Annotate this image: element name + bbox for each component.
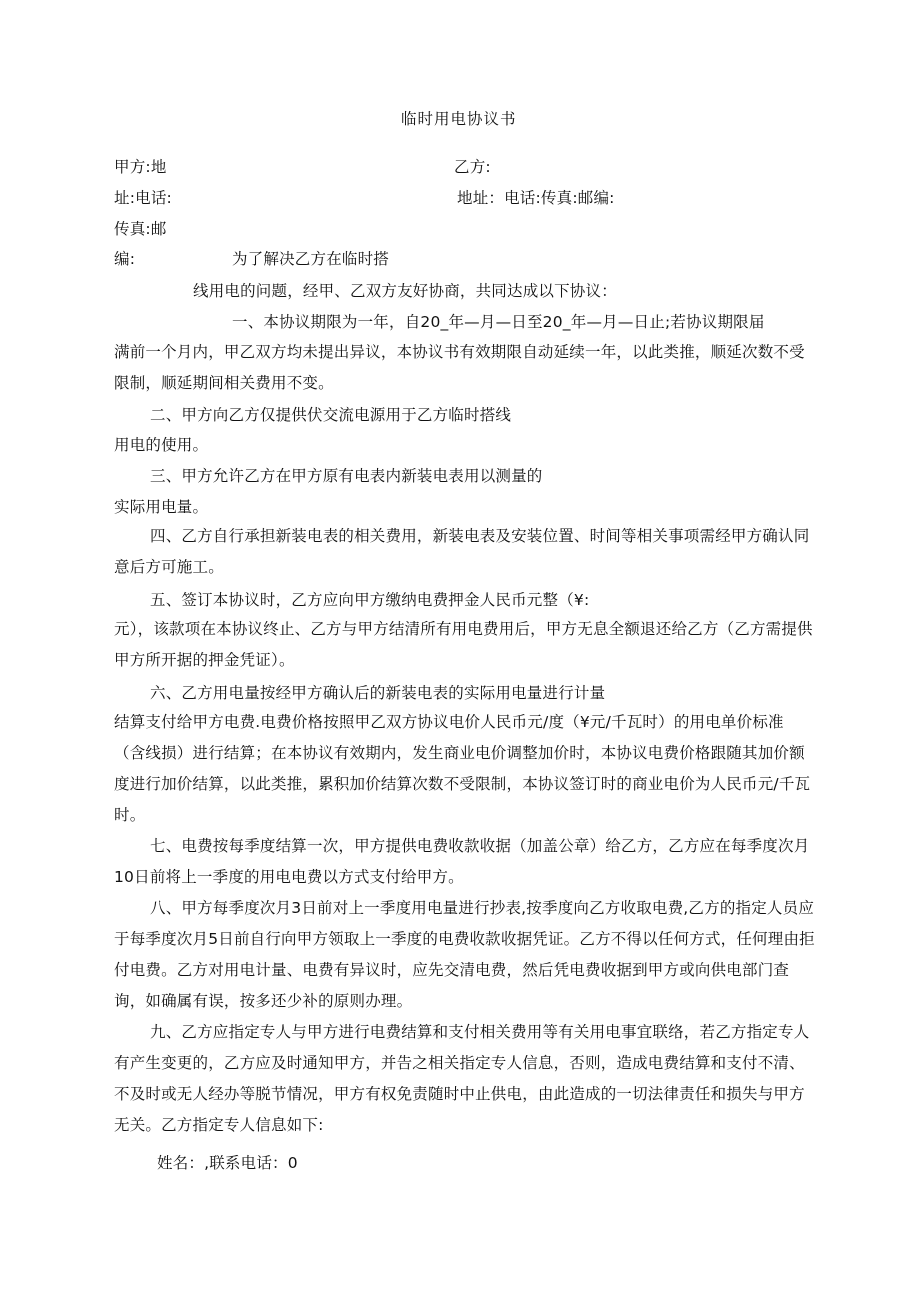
clause-6-first-line: 六、乙方用电量按经甲方确认后的新装电表的实际用电量进行计量: [150, 684, 606, 702]
party-b-line-2: 地址：电话:传真:邮编:: [457, 189, 615, 207]
clause-5-first-line: 五、签订本协议时，乙方应向甲方缴纳电费押金人民币元整（¥:: [150, 591, 590, 609]
clause-1-body: 满前一个月内，甲乙双方均未提出异议，本协议书有效期限自动延续一年，以此类推，顺延次数不受限制，顺延期间相关费用不变。: [114, 343, 805, 392]
clause-7: 七、电费按每季度结算一次，甲方提供电费收款收据（加盖公章）给乙方，乙方应在每季度次月10日前将上一季度的用电电费以方式支付给甲方。: [114, 837, 810, 886]
clause-8: 八、甲方每季度次月3日前对上一季度用电量进行抄表,按季度向乙方收取电费,乙方的指定人员应于每季度次月5日前自行向甲方领取上一季度的电费收款收据凭证。乙方不得以任何方式，任何理由拒付电费。乙方对用电计量、电费有异议时，应先交清电费，然后凭电费收据到甲方或向供电部门查询，如确属有误，按多还少补的原则办理。: [114, 899, 815, 1010]
contact-line: 姓名：,联系电话：0: [157, 1154, 298, 1172]
document-title: 临时用电协议书: [401, 110, 517, 128]
clause-5-body: 元），该款项在本协议终止、乙方与甲方结清所有用电费用后，甲方无息全额退还给乙方（乙方需提供甲方所开据的押金凭证）。: [114, 620, 813, 669]
clause-6-body: 结算支付给甲方电费.电费价格按照甲乙双方协议电价人民币元/度（¥元/千瓦时）的用电单价标准（含线损）进行结算；在本协议有效期内，发生商业电价调整加价时，本协议电费价格跟随其加价额度进行加价结算，以此类推，累积加价结算次数不受限制，本协议签订时的商业电价为人民币元/千瓦时。: [114, 713, 811, 824]
clause-2-first-line: 二、甲方向乙方仅提供伏交流电源用于乙方临时搭线: [150, 406, 512, 424]
party-b-line-1: 乙方:: [454, 158, 491, 176]
clause-3-body: 实际用电量。: [114, 498, 209, 516]
intro-line-1: 为了解决乙方在临时搭: [232, 250, 390, 268]
clause-4: 四、乙方自行承担新装电表的相关费用，新装电表及安装位置、时间等相关事项需经甲方确认同意后方可施工。: [114, 527, 810, 576]
party-a-line-3: 传真:邮: [114, 220, 167, 238]
party-a-line-1: 甲方:地: [114, 158, 167, 176]
clause-2-body: 用电的使用。: [114, 436, 209, 454]
clause-3-first-line: 三、甲方允许乙方在甲方原有电表内新装电表用以测量的: [150, 467, 543, 485]
clause-1-first-line: 一、本协议期限为一年，自20_年—月—日至20_年—月—日止;若协议期限届: [232, 313, 765, 331]
clause-9: 九、乙方应指定专人与甲方进行电费结算和支付相关费用等有关用电事宜联络，若乙方指定专人有产生变更的，乙方应及时通知甲方，并告之相关指定专人信息，否则，造成电费结算和支付不清、不及时或无人经办等脱节情况，甲方有权免责随时中止供电，由此造成的一切法律责任和损失与甲方无关。乙方指定专人信息如下:: [114, 1023, 810, 1134]
party-a-line-2: 址:电话:: [114, 189, 172, 207]
intro-line-2: 线用电的问题，经甲、乙双方友好协商，共同达成以下协议：: [193, 282, 617, 300]
party-a-line-4: 编:: [114, 250, 136, 268]
